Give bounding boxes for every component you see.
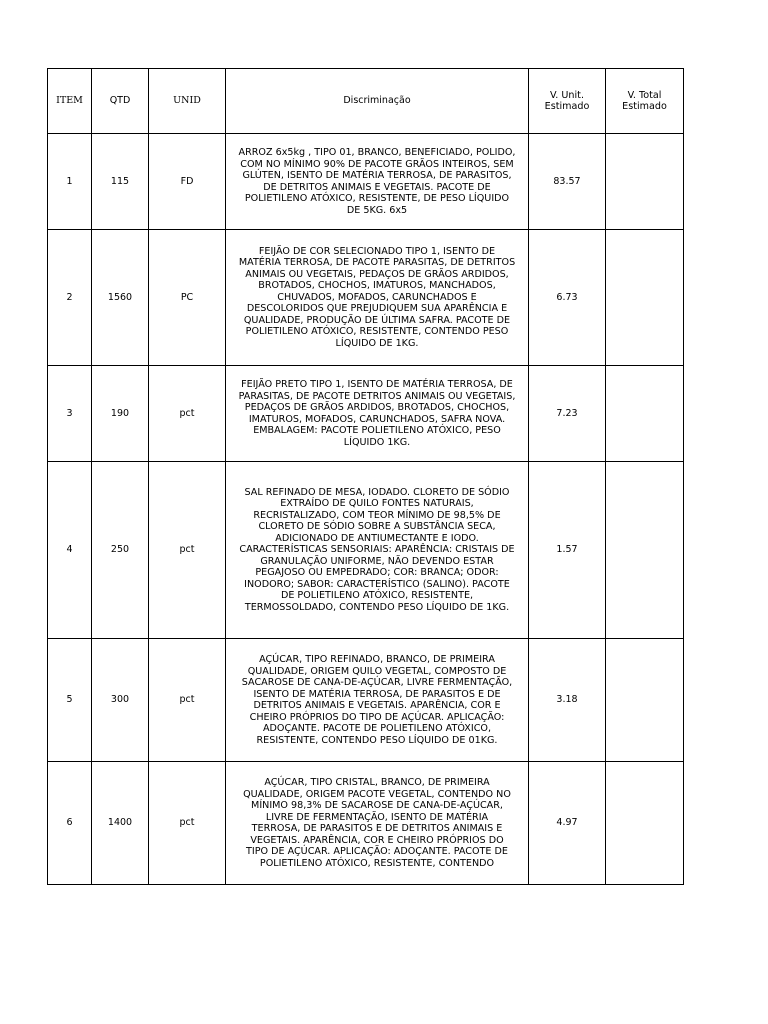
table-row <box>48 762 684 885</box>
unit: FD <box>149 134 226 230</box>
description: AÇÚCAR, TIPO CRISTAL, BRANCO, DE PRIMEIRA QUALIDADE, ORIGEM PACOTE VEGETAL, CONTENDO NO MÍNIMO 98,3% DE SACAROSE DE CANA-DE-AÇÚCAR, LIVRE DE FERMENTAÇÃO, ISENTO DE MATÉRIA TERROSA, DE PARASITOS E DE DETRITOS ANIMAIS E VEGETAIS. APARÊNCIA, COR E CHEIRO PRÓPRIOS DO TIPO DE AÇÚCAR. APLICAÇÃO: ADOÇANTE. PACOTE DE POLIETILENO ATÓXICO, RESISTENTE, CONTENDO <box>226 762 529 885</box>
table-row <box>48 230 684 366</box>
unit-price: 7.23 <box>529 366 606 462</box>
header-unid: UNID <box>149 69 226 134</box>
unit-price: 3.18 <box>529 639 606 762</box>
unit: pct <box>149 366 226 462</box>
quantity: 115 <box>92 134 149 230</box>
total-price <box>606 762 684 885</box>
description: AÇÚCAR, TIPO REFINADO, BRANCO, DE PRIMEIRA QUALIDADE, ORIGEM QUILO VEGETAL, COMPOSTO DE SACAROSE DE CANA-DE-AÇÚCAR, LIVRE FERMENTAÇÃO, ISENTO DE MATÉRIA TERROSA, DE PARASITOS E DE DETRITOS ANIMAIS E VEGETAIS. APARÊNCIA, COR E CHEIRO PRÓPRIOS DO TIPO DE AÇÚCAR. APLICAÇÃO: ADOÇANTE. PACOTE DE POLIETILENO ATÓXICO, RESISTENTE, CONTENDO PESO LÍQUIDO DE 01KG. <box>226 639 529 762</box>
unit-price: 4.97 <box>529 762 606 885</box>
table-row <box>48 366 684 462</box>
unit-price: 83.57 <box>529 134 606 230</box>
header-row <box>48 69 684 134</box>
item-number: 1 <box>48 134 92 230</box>
quantity: 1400 <box>92 762 149 885</box>
unit: pct <box>149 462 226 639</box>
quantity: 190 <box>92 366 149 462</box>
unit: pct <box>149 639 226 762</box>
total-price <box>606 134 684 230</box>
description: FEIJÃO DE COR SELECIONADO TIPO 1, ISENTO DE MATÉRIA TERROSA, DE PACOTE PARASITAS, DE DETRITOS ANIMAIS OU VEGETAIS, PEDAÇOS DE GRÃOS ARDIDOS, BROTADOS, CHOCHOS, IMATUROS, MANCHADOS, CHUVADOS, MOFADOS, CARUNCHADOS E DESCOLORIDOS QUE PREJUDIQUEM SUA APARÊNCIA E QUALIDADE, PRODUÇÃO DE ÚLTIMA SAFRA. PACOTE DE POLIETILENO ATÓXICO, RESISTENTE, CONTENDO PESO LÍQUIDO DE 1KG. <box>226 230 529 366</box>
description: FEIJÃO PRETO TIPO 1, ISENTO DE MATÉRIA TERROSA, DE PARASITAS, DE PACOTE DETRITOS ANIMAIS OU VEGETAIS, PEDAÇOS DE GRÃOS ARDIDOS, BROTADOS, CHOCHOS, IMATUROS, MOFADOS, CARUNCHADOS, SAFRA NOVA. EMBALAGEM: PACOTE POLIETILENO ATÓXICO, PESO LÍQUIDO 1KG. <box>226 366 529 462</box>
unit: PC <box>149 230 226 366</box>
table-row <box>48 134 684 230</box>
quantity: 250 <box>92 462 149 639</box>
description: SAL REFINADO DE MESA, IODADO. CLORETO DE SÓDIO EXTRAÍDO DE QUILO FONTES NATURAIS, RECRISTALIZADO, COM TEOR MÍNIMO DE 98,5% DE CLORETO DE SÓDIO SOBRE A SUBSTÂNCIA SECA, ADICIONADO DE ANTIUMECTANTE E IODO. CARACTERÍSTICAS SENSORIAIS: APARÊNCIA: CRISTAIS DE GRANULAÇÃO UNIFORME, NÃO DEVENDO ESTAR PEGAJOSO OU EMPEDRADO; COR: BRANCA; ODOR: INODORO; SABOR: CARACTERÍSTICO (SALINO). PACOTE DE POLIETILENO ATÓXICO, RESISTENTE, TERMOSSOLDADO, CONTENDO PESO LÍQUIDO DE 1KG. <box>226 462 529 639</box>
total-price <box>606 366 684 462</box>
description: ARROZ 6x5kg , TIPO 01, BRANCO, BENEFICIADO, POLIDO, COM NO MÍNIMO 90% DE PACOTE GRÃOS INTEIROS, SEM GLÚTEN, ISENTO DE MATÉRIA TERROSA, DE PARASITOS, DE DETRITOS ANIMAIS E VEGETAIS. PACOTE DE POLIETILENO ATÓXICO, RESISTENTE, DE PESO LÍQUIDO DE 5KG. 6x5 <box>226 134 529 230</box>
header-v-unit: V. Unit. Estimado <box>529 69 606 134</box>
header-qtd: QTD <box>92 69 149 134</box>
total-price <box>606 462 684 639</box>
item-number: 2 <box>48 230 92 366</box>
quantity: 300 <box>92 639 149 762</box>
item-number: 3 <box>48 366 92 462</box>
quantity: 1560 <box>92 230 149 366</box>
unit-price: 1.57 <box>529 462 606 639</box>
table-row <box>48 639 684 762</box>
header-discriminacao: Discriminação <box>226 69 529 134</box>
total-price <box>606 639 684 762</box>
unit: pct <box>149 762 226 885</box>
price-table <box>47 68 684 885</box>
header-v-total: V. Total Estimado <box>606 69 684 134</box>
item-number: 6 <box>48 762 92 885</box>
unit-price: 6.73 <box>529 230 606 366</box>
item-number: 5 <box>48 639 92 762</box>
item-number: 4 <box>48 462 92 639</box>
total-price <box>606 230 684 366</box>
header-item: ITEM <box>48 69 92 134</box>
table-row <box>48 462 684 639</box>
